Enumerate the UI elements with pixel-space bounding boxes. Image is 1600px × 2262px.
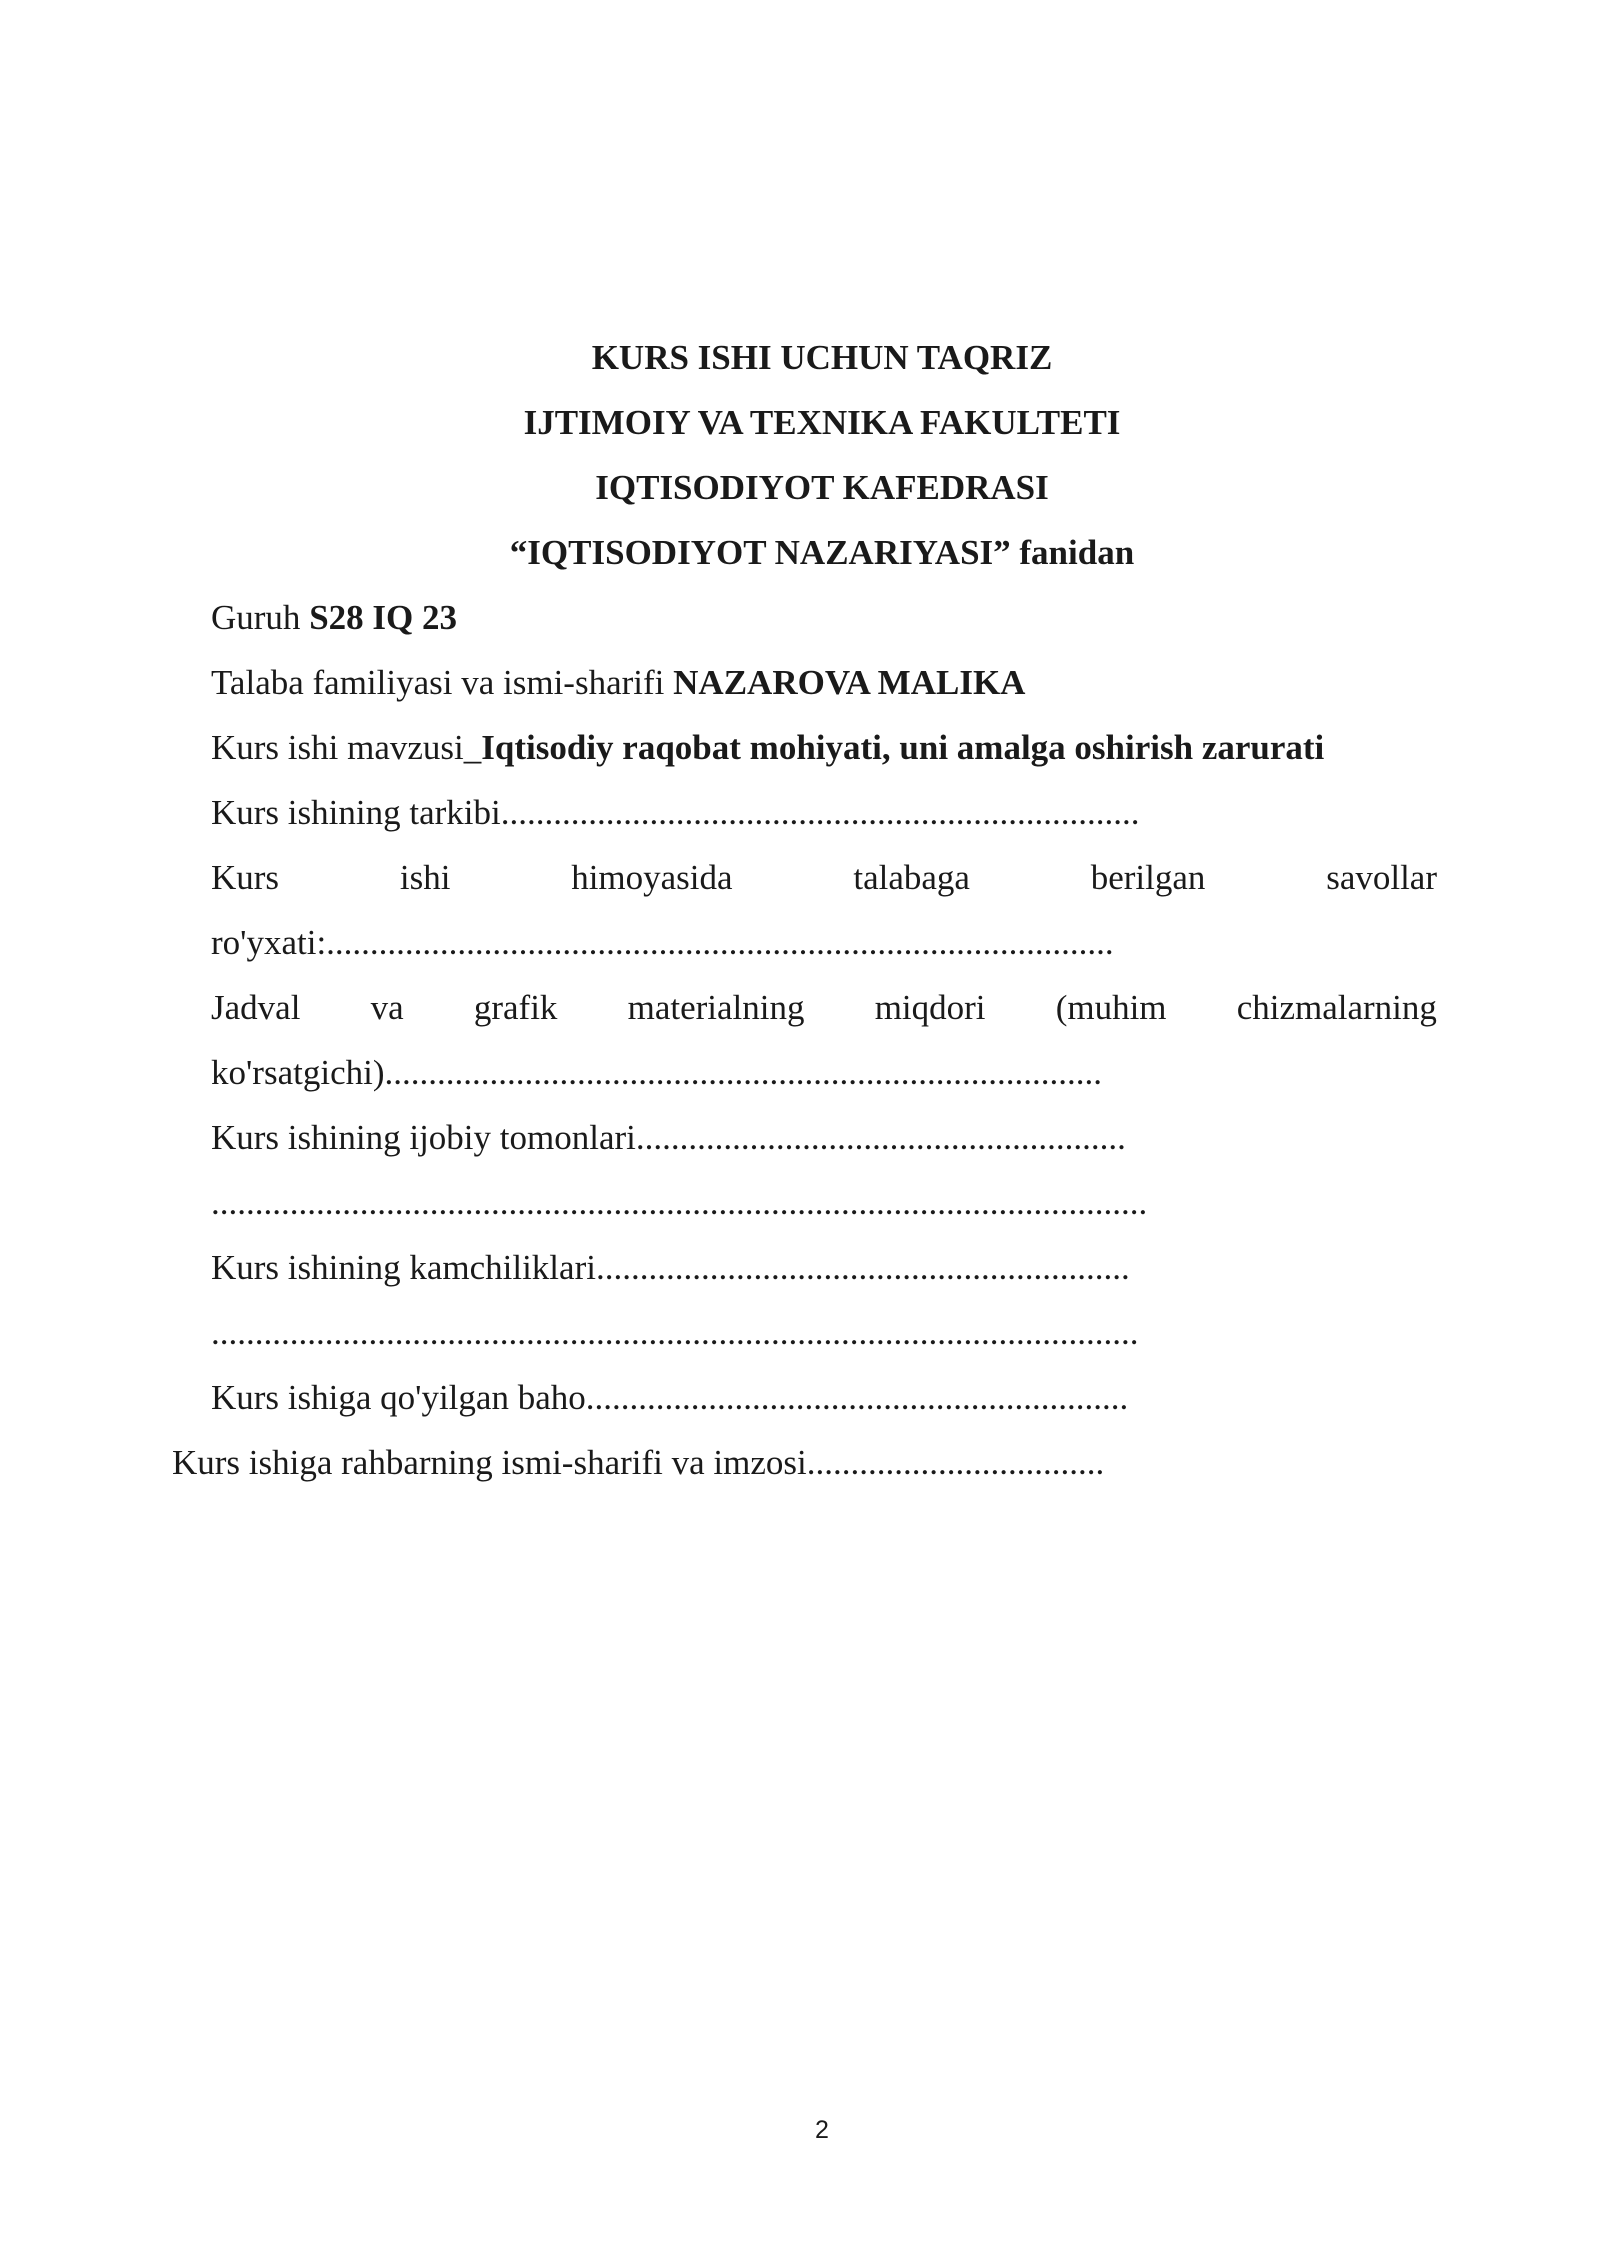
tables-word: Jadval	[211, 988, 301, 1027]
group-line	[211, 596, 457, 640]
topic-value: Iqtisodiy raqobat mohiyati, uni amalga oshirish zarurati	[481, 728, 1325, 767]
group-label: Guruh	[211, 598, 310, 637]
questions-word: Kurs	[211, 858, 280, 897]
topic-line	[211, 726, 1324, 770]
positives-continuation: ...........................................................................................................	[211, 1183, 1148, 1222]
student-label: Talaba familiyasi va ismi-sharifi	[211, 663, 674, 702]
content-line: Kurs ishining tarkibi.........................................................................	[211, 793, 1140, 832]
questions-word: ishi	[399, 858, 451, 897]
tables-word: grafik	[473, 988, 558, 1027]
department-name: IQTISODIYOT KAFEDRASI	[595, 468, 1049, 507]
faculty-name: IJTIMOIY VA TEXNIKA FAKULTETI	[523, 403, 1121, 442]
questions-word: himoyasida	[571, 858, 733, 897]
student-value: NAZAROVA MALIKA	[673, 663, 1026, 702]
shortcomings-line: Kurs ishining kamchiliklari.............................................................	[211, 1248, 1130, 1287]
topic-label: Kurs ishi mavzusi_	[211, 728, 482, 767]
tables-word: chizmalarning	[1236, 988, 1437, 1027]
tables-word: va	[370, 988, 404, 1027]
review-title: KURS ISHI UCHUN TAQRIZ	[591, 338, 1053, 377]
tables-line	[211, 986, 1437, 1030]
questions-word: talabaga	[853, 858, 970, 897]
questions-continuation: ro'yxati:..........................................................................................	[211, 923, 1114, 962]
group-value: S28 IQ 23	[309, 598, 457, 637]
page-number: 2	[815, 2116, 829, 2144]
tables-word: (muhim	[1055, 988, 1167, 1027]
questions-word: savollar	[1326, 858, 1437, 897]
positives-line: Kurs ishining ijobiy tomonlari........................................................	[211, 1118, 1126, 1157]
grade-line: Kurs ishiga qo'yilgan baho..............................................................	[211, 1378, 1129, 1417]
tables-word: materialning	[627, 988, 805, 1027]
questions-line	[211, 856, 1437, 900]
supervisor-line: Kurs ishiga rahbarning ismi-sharifi va imzosi..................................	[172, 1443, 1105, 1482]
subject-line: “IQTISODIYOT NAZARIYASI” fanidan	[509, 533, 1135, 572]
tables-word: miqdori	[874, 988, 986, 1027]
questions-word: berilgan	[1090, 858, 1206, 897]
tables-continuation: ko'rsatgichi)..................................................................................	[211, 1053, 1102, 1092]
shortcomings-continuation: ..........................................................................................................	[211, 1313, 1139, 1352]
student-line	[211, 661, 1025, 705]
